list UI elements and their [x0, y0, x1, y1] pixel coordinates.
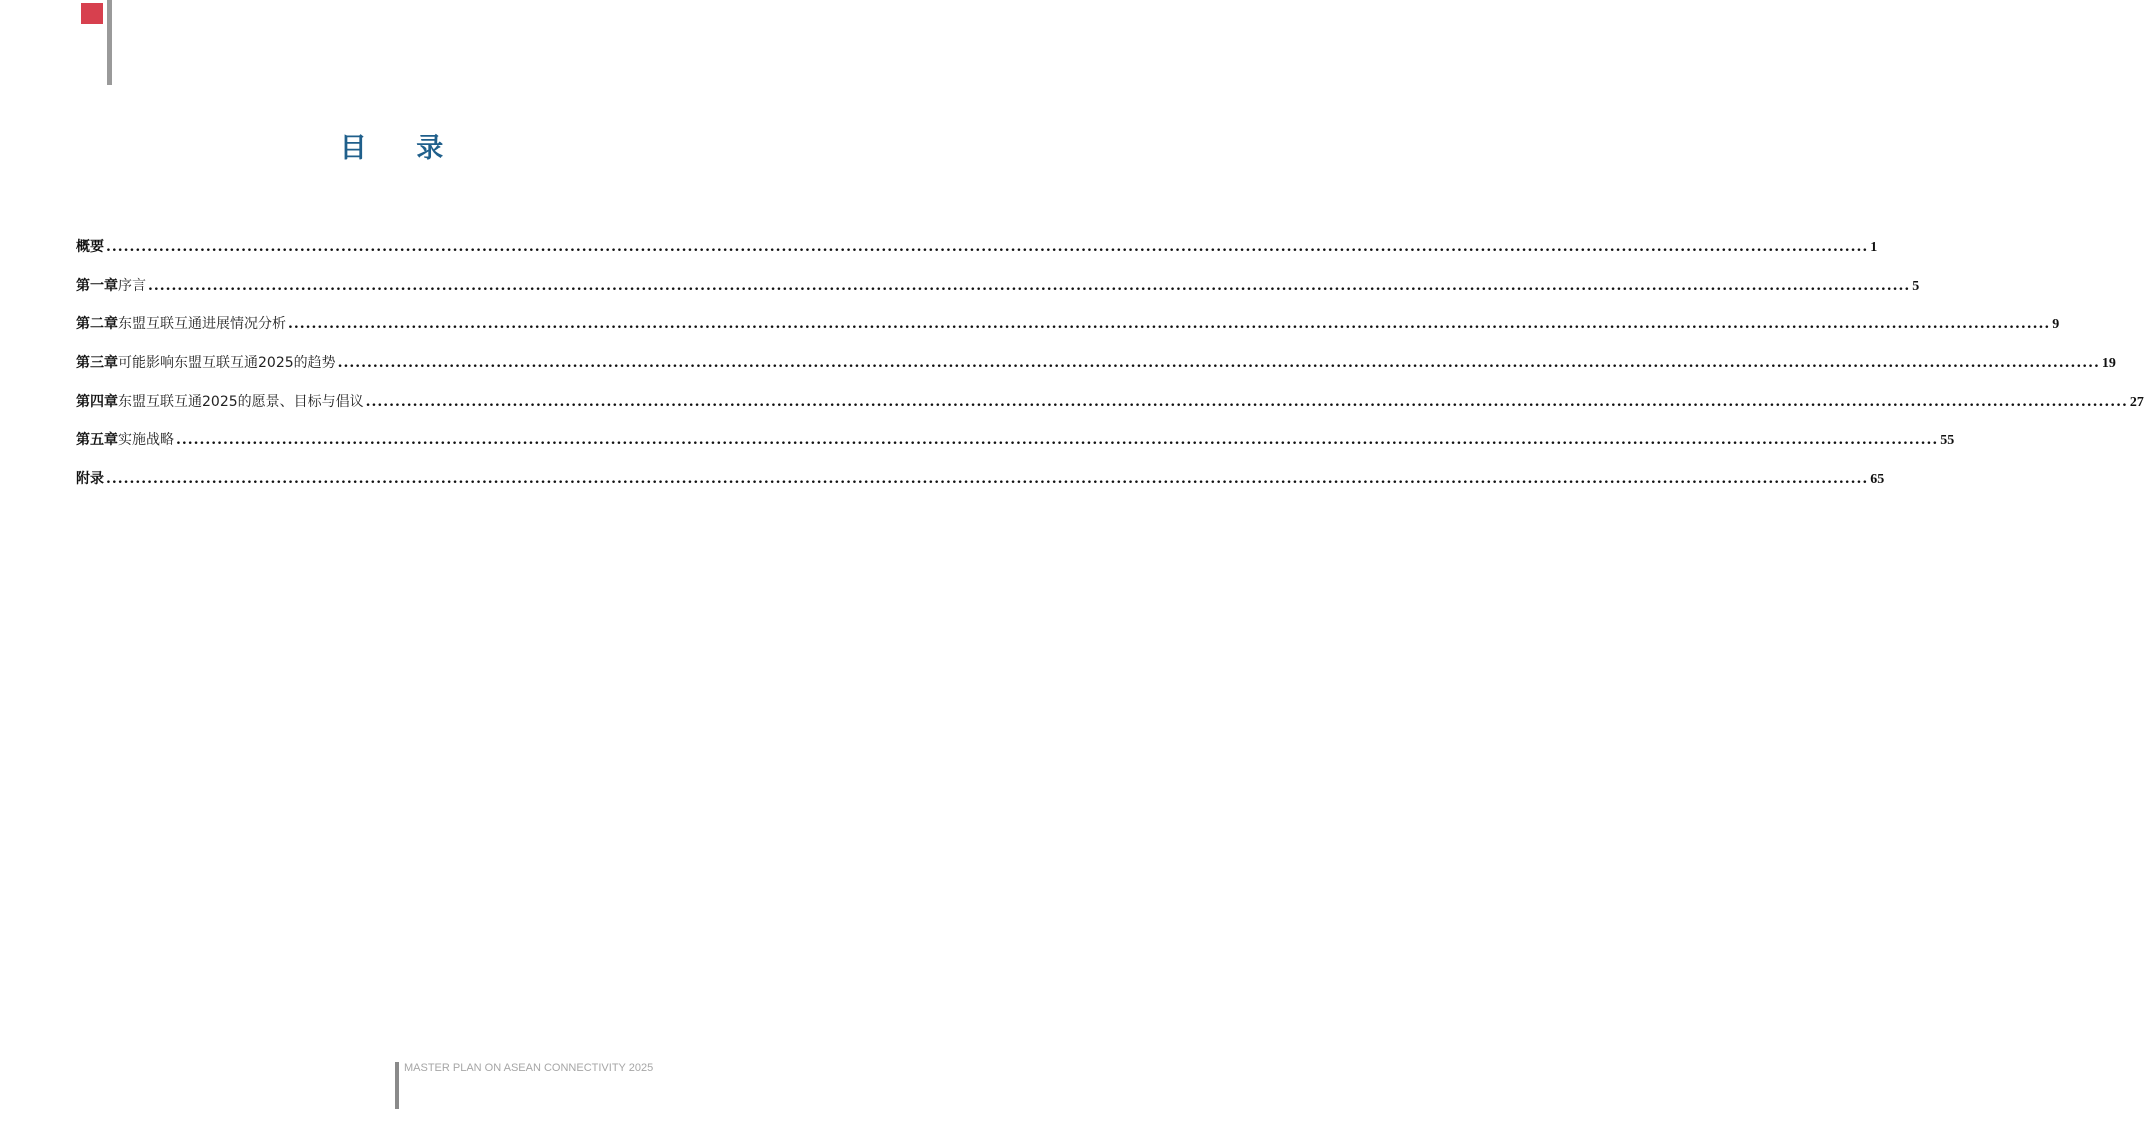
toc-leader: ............................................................................................................................................................................................................................................................................................................	[176, 432, 1939, 449]
toc-entry-title: 可能影响东盟互联互通2025的趋势	[118, 355, 336, 372]
toc-page-number: 9	[2052, 317, 2060, 333]
toc-chapter-label: 第一章	[76, 277, 118, 294]
toc-page-number: 27	[2129, 394, 2144, 410]
table-of-contents	[76, 236, 2144, 507]
toc-entry-title: 序言	[118, 277, 146, 294]
footer-text: MASTER PLAN ON ASEAN CONNECTIVITY 2025	[404, 1062, 654, 1074]
toc-page-number: 55	[1940, 433, 1955, 449]
toc-entry-chapter-4[interactable]	[76, 391, 2144, 430]
toc-entry-chapter-2[interactable]	[76, 313, 2060, 352]
toc-leader: ............................................................................................................................................................................................................................................................................................................	[337, 355, 2100, 372]
toc-page-number: 1	[1870, 240, 1878, 255]
toc-entry-title: 东盟互联互通2025的愿景、目标与倡议	[118, 393, 364, 410]
page-title: 目 录	[339, 133, 464, 164]
toc-chapter-label: 附录	[76, 471, 104, 488]
toc-chapter-label: 第五章	[76, 432, 118, 449]
toc-page-number: 65	[1870, 472, 1885, 488]
corner-accent-square	[81, 3, 103, 24]
toc-entry-summary[interactable]	[76, 236, 1878, 275]
toc-chapter-label: 第三章	[76, 355, 118, 372]
toc-leader: ............................................................................................................................................................................................................................................................................................................	[148, 277, 1911, 294]
toc-chapter-label: 第四章	[76, 393, 118, 410]
corner-accent-bar	[107, 0, 112, 85]
toc-leader: ............................................................................................................................................................................................................................................................................................................	[106, 239, 1869, 255]
toc-chapter-label: 概要	[76, 239, 104, 255]
toc-entry-title: 实施战略	[118, 432, 174, 449]
toc-leader: ............................................................................................................................................................................................................................................................................................................	[365, 393, 2128, 410]
toc-leader: ............................................................................................................................................................................................................................................................................................................	[106, 471, 1869, 488]
toc-leader: ............................................................................................................................................................................................................................................................................................................	[288, 316, 2051, 333]
toc-entry-chapter-1[interactable]	[76, 275, 1920, 314]
toc-entry-title: 东盟互联互通进展情况分析	[118, 316, 286, 333]
toc-page-number: 5	[1912, 278, 1920, 294]
toc-page-number: 19	[2101, 356, 2116, 372]
toc-entry-appendix[interactable]	[76, 468, 1885, 507]
toc-chapter-label: 第二章	[76, 316, 118, 333]
toc-entry-chapter-5[interactable]	[76, 429, 1955, 468]
toc-entry-chapter-3[interactable]	[76, 352, 2116, 391]
footer-divider-bar	[395, 1062, 399, 1109]
